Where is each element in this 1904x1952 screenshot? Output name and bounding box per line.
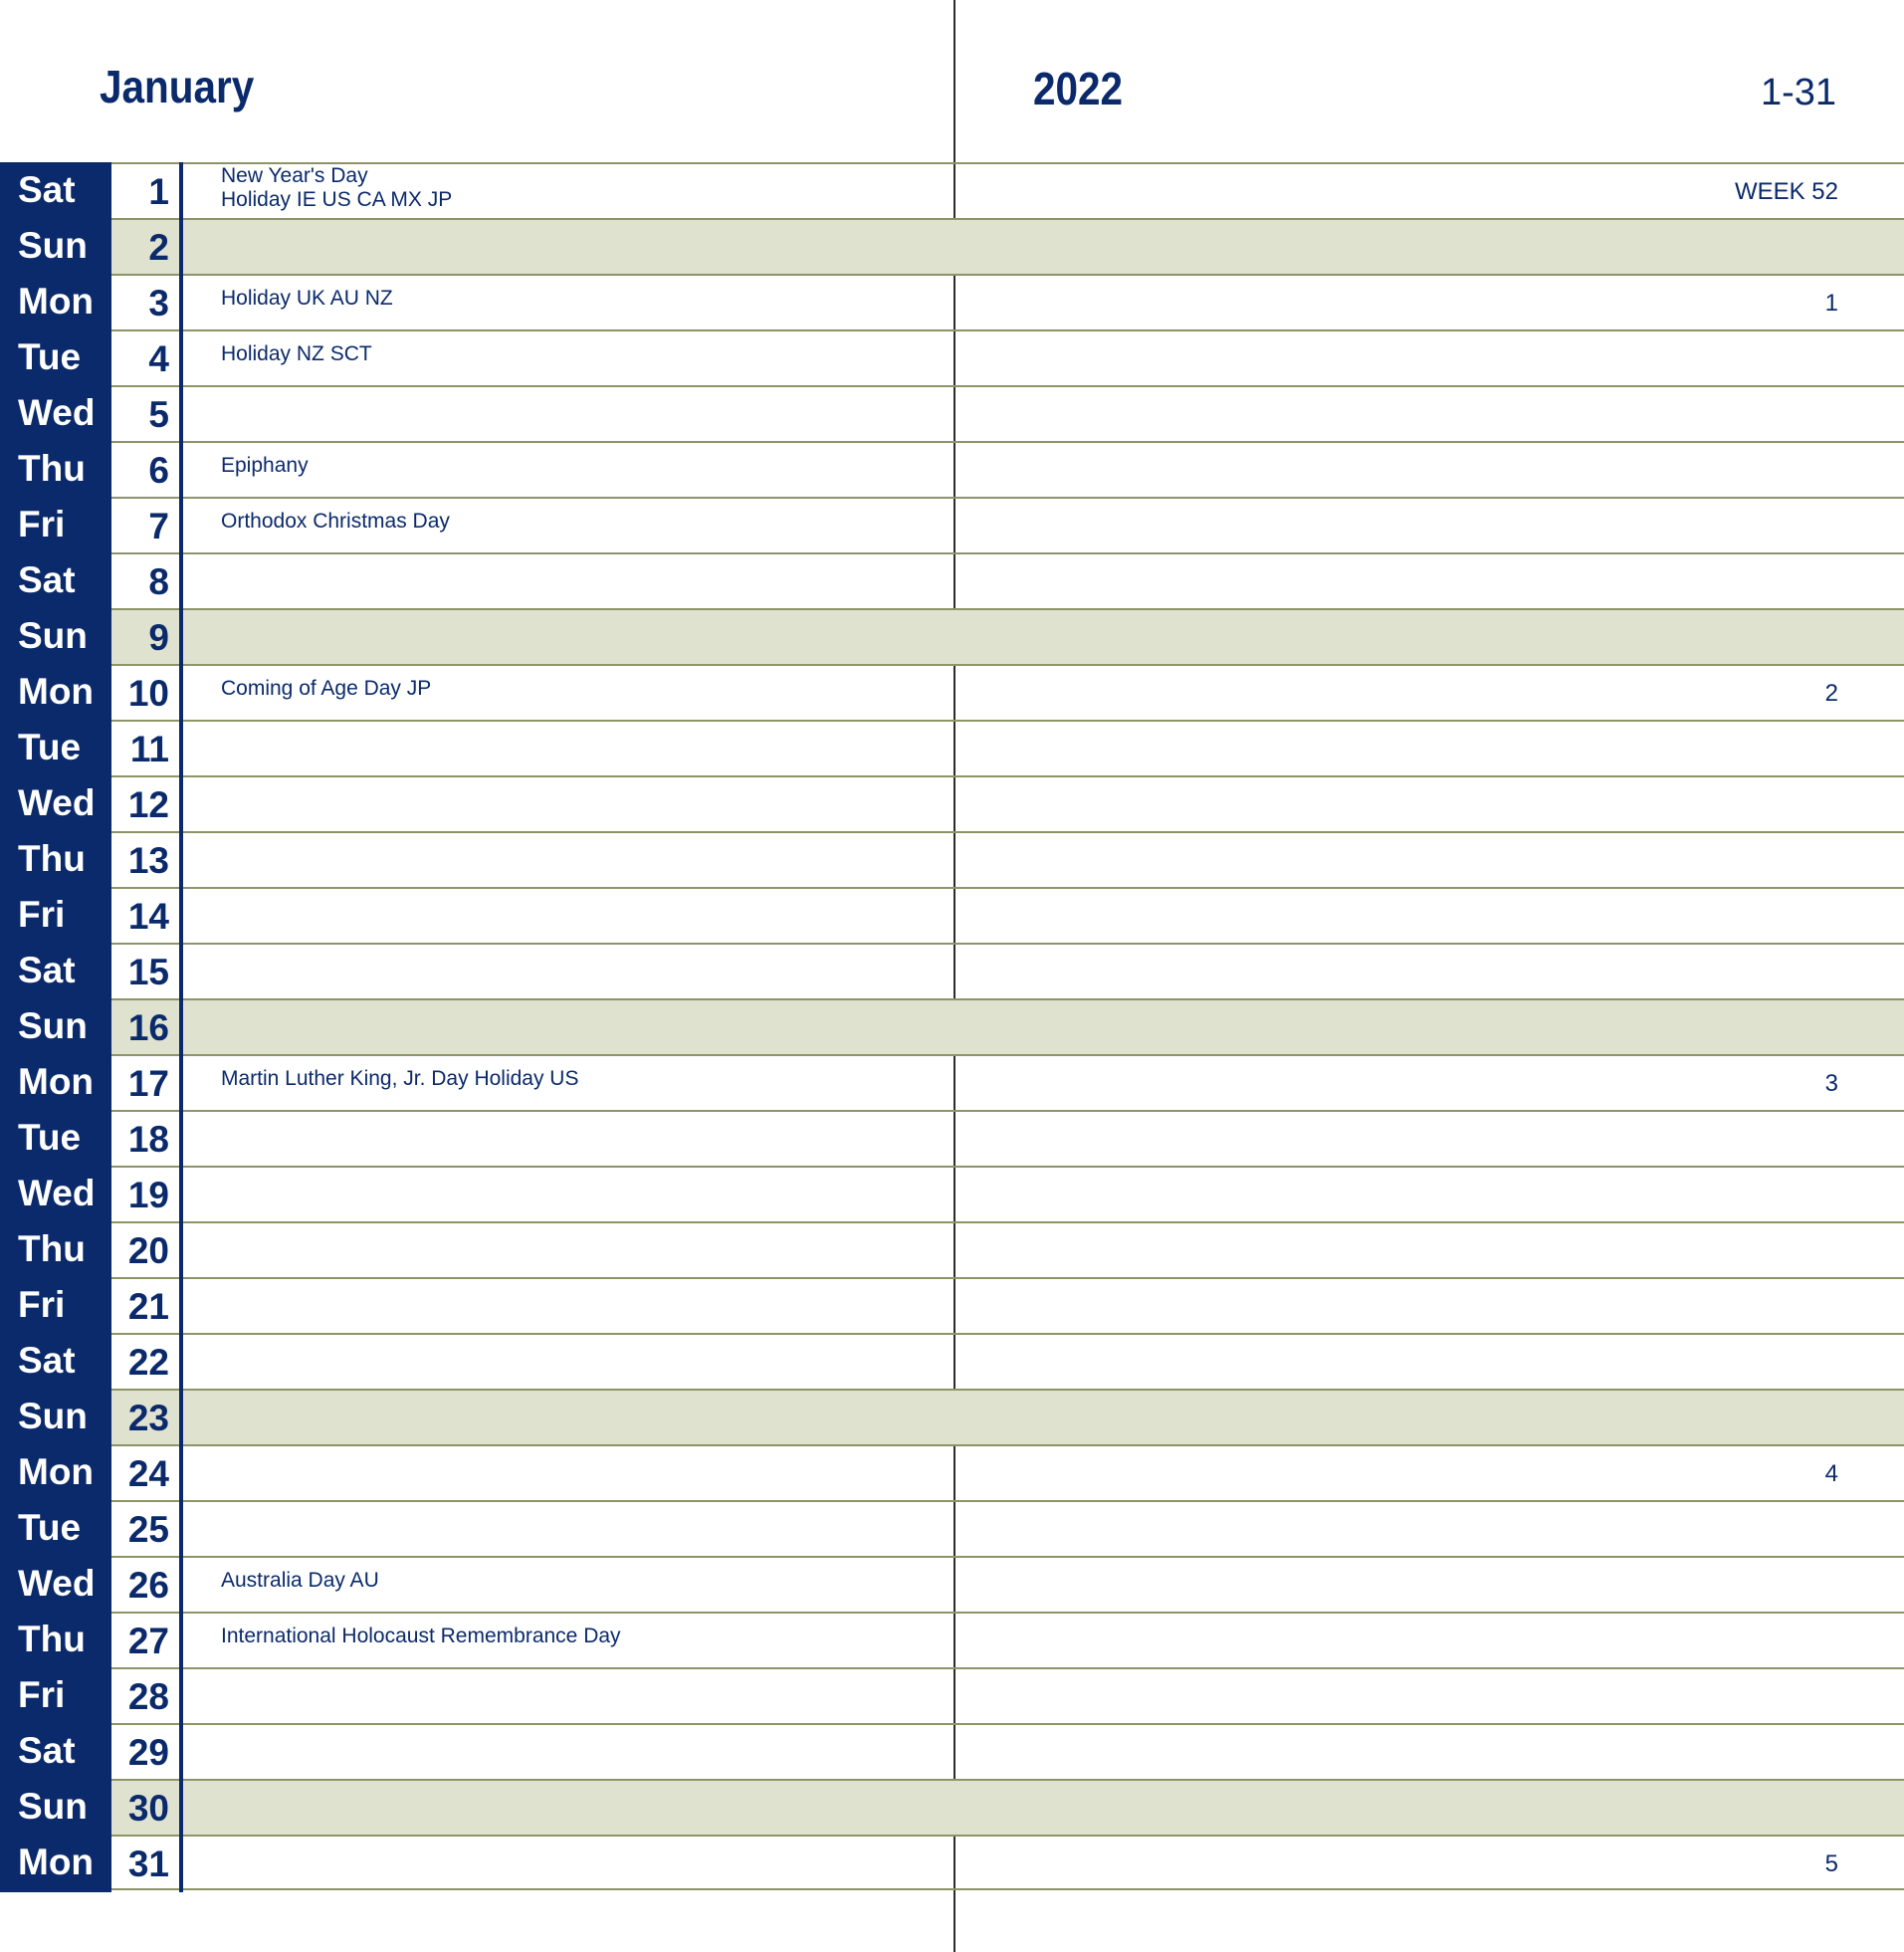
month-title: January bbox=[100, 61, 255, 112]
date-number: 5 bbox=[148, 394, 169, 435]
weekday-label: Sun bbox=[0, 1779, 111, 1837]
date-divider bbox=[179, 1221, 183, 1279]
date-divider bbox=[179, 1333, 183, 1391]
date-divider bbox=[179, 218, 183, 276]
date-number: 28 bbox=[127, 1676, 169, 1717]
date-divider bbox=[179, 441, 183, 499]
date-divider bbox=[179, 162, 183, 220]
date-number: 10 bbox=[127, 673, 169, 714]
weekday-label: Mon bbox=[0, 1444, 111, 1502]
day-row[interactable] bbox=[0, 1556, 1904, 1612]
date-number: 19 bbox=[127, 1175, 169, 1215]
day-row[interactable] bbox=[0, 1277, 1904, 1333]
day-row[interactable] bbox=[0, 218, 1904, 274]
date-number: 26 bbox=[127, 1565, 169, 1606]
date-number: 22 bbox=[127, 1342, 169, 1383]
event-line: Coming of Age Day JP bbox=[221, 677, 432, 700]
date-divider bbox=[179, 552, 183, 610]
day-row[interactable] bbox=[0, 497, 1904, 552]
day-row[interactable] bbox=[0, 831, 1904, 887]
date-number: 2 bbox=[148, 227, 169, 268]
weekday-label: Mon bbox=[0, 664, 111, 722]
day-row[interactable] bbox=[0, 441, 1904, 497]
day-row[interactable] bbox=[0, 1221, 1904, 1277]
day-row[interactable] bbox=[0, 274, 1904, 329]
week-number: 5 bbox=[1824, 1850, 1838, 1877]
weekday-label: Thu bbox=[0, 831, 111, 889]
date-number: 6 bbox=[148, 450, 169, 491]
day-row[interactable] bbox=[0, 1054, 1904, 1110]
day-row[interactable] bbox=[0, 329, 1904, 385]
date-number: 29 bbox=[127, 1732, 169, 1773]
date-number: 7 bbox=[148, 506, 169, 546]
day-row[interactable] bbox=[0, 608, 1904, 664]
weekday-label: Tue bbox=[0, 720, 111, 777]
weekday-label: Tue bbox=[0, 329, 111, 387]
weekday-label: Fri bbox=[0, 497, 111, 554]
week-number: 3 bbox=[1824, 1070, 1838, 1097]
weekday-label: Sat bbox=[0, 1333, 111, 1391]
date-divider bbox=[179, 943, 183, 1000]
date-number: 14 bbox=[127, 896, 169, 937]
event-line: New Year's Day bbox=[221, 164, 368, 187]
date-number: 16 bbox=[127, 1007, 169, 1048]
weekday-label: Sun bbox=[0, 218, 111, 276]
day-row[interactable] bbox=[0, 998, 1904, 1054]
weekday-label: Fri bbox=[0, 887, 111, 945]
day-row[interactable] bbox=[0, 1444, 1904, 1500]
weekday-label: Sun bbox=[0, 1389, 111, 1446]
week-number: 1 bbox=[1824, 290, 1838, 317]
date-divider bbox=[179, 329, 183, 387]
day-row[interactable] bbox=[0, 1333, 1904, 1389]
event-line: Holiday NZ SCT bbox=[221, 342, 372, 365]
weekday-label: Mon bbox=[0, 1835, 111, 1892]
weekday-label: Sat bbox=[0, 552, 111, 610]
date-divider bbox=[179, 831, 183, 889]
day-row[interactable] bbox=[0, 385, 1904, 441]
date-divider bbox=[179, 1779, 183, 1837]
date-divider bbox=[179, 274, 183, 331]
date-number: 9 bbox=[148, 617, 169, 658]
date-number: 24 bbox=[127, 1453, 169, 1494]
weekday-label: Tue bbox=[0, 1500, 111, 1558]
event-note bbox=[221, 287, 393, 311]
day-row[interactable] bbox=[0, 720, 1904, 775]
day-row[interactable] bbox=[0, 887, 1904, 943]
day-row[interactable] bbox=[0, 1779, 1904, 1835]
date-divider bbox=[179, 887, 183, 945]
day-row[interactable] bbox=[0, 664, 1904, 720]
event-note bbox=[221, 677, 431, 701]
date-divider bbox=[179, 1612, 183, 1669]
event-line: Orthodox Christmas Day bbox=[221, 510, 450, 533]
event-note bbox=[221, 342, 372, 366]
event-note bbox=[221, 1625, 621, 1648]
day-row[interactable] bbox=[0, 1110, 1904, 1166]
week-number: 2 bbox=[1824, 680, 1838, 707]
date-number: 21 bbox=[127, 1286, 169, 1327]
date-divider bbox=[179, 1444, 183, 1502]
event-line: International Holocaust Remembrance Day bbox=[221, 1625, 621, 1647]
weekday-label: Fri bbox=[0, 1277, 111, 1335]
date-divider bbox=[179, 385, 183, 443]
week-number: 4 bbox=[1824, 1460, 1838, 1487]
day-row[interactable] bbox=[0, 943, 1904, 998]
event-line: Holiday UK AU NZ bbox=[221, 287, 393, 310]
weekday-label: Wed bbox=[0, 385, 111, 443]
date-number: 8 bbox=[148, 561, 169, 602]
date-number: 23 bbox=[127, 1398, 169, 1438]
date-divider bbox=[179, 998, 183, 1056]
year-title: 2022 bbox=[1033, 63, 1124, 114]
date-divider bbox=[179, 1277, 183, 1335]
event-note bbox=[221, 454, 309, 478]
weekday-label: Mon bbox=[0, 274, 111, 331]
event-note bbox=[221, 1569, 379, 1593]
date-divider bbox=[179, 1556, 183, 1614]
date-number: 27 bbox=[127, 1621, 169, 1661]
day-row[interactable] bbox=[0, 775, 1904, 831]
weekday-label: Wed bbox=[0, 1556, 111, 1614]
day-row[interactable] bbox=[0, 1723, 1904, 1779]
date-divider bbox=[179, 1166, 183, 1223]
date-divider bbox=[179, 1500, 183, 1558]
date-divider bbox=[179, 1723, 183, 1781]
day-row[interactable] bbox=[0, 1389, 1904, 1444]
date-divider bbox=[179, 664, 183, 722]
weekday-label: Thu bbox=[0, 1612, 111, 1669]
date-number: 17 bbox=[127, 1063, 169, 1104]
date-number: 18 bbox=[127, 1119, 169, 1160]
date-divider bbox=[179, 720, 183, 777]
day-grid bbox=[0, 162, 1904, 1890]
date-number: 20 bbox=[127, 1230, 169, 1271]
date-number: 12 bbox=[127, 784, 169, 825]
date-number: 4 bbox=[148, 338, 169, 379]
weekday-label: Wed bbox=[0, 1166, 111, 1223]
event-note bbox=[221, 164, 452, 212]
week-number: WEEK 52 bbox=[1734, 178, 1838, 205]
date-range: 1-31 bbox=[1760, 72, 1836, 113]
date-divider bbox=[179, 1835, 183, 1892]
event-line: Martin Luther King, Jr. Day Holiday US bbox=[221, 1067, 579, 1090]
date-divider bbox=[179, 1389, 183, 1446]
weekday-label: Sat bbox=[0, 1723, 111, 1781]
weekday-label: Wed bbox=[0, 775, 111, 833]
event-line: Epiphany bbox=[221, 454, 309, 477]
weekday-label: Sat bbox=[0, 943, 111, 1000]
event-note bbox=[221, 510, 450, 534]
date-number: 30 bbox=[127, 1788, 169, 1829]
day-row[interactable] bbox=[0, 1500, 1904, 1556]
date-number: 1 bbox=[148, 171, 169, 212]
date-number: 31 bbox=[127, 1844, 169, 1884]
event-line: Australia Day AU bbox=[221, 1569, 379, 1592]
weekday-label: Thu bbox=[0, 1221, 111, 1279]
day-row[interactable] bbox=[0, 1166, 1904, 1221]
date-number: 3 bbox=[148, 283, 169, 324]
weekday-label: Sun bbox=[0, 998, 111, 1056]
date-number: 13 bbox=[127, 840, 169, 881]
weekday-label: Mon bbox=[0, 1054, 111, 1112]
day-row[interactable] bbox=[0, 1667, 1904, 1723]
date-number: 25 bbox=[127, 1509, 169, 1550]
event-note bbox=[221, 1067, 578, 1091]
weekday-label: Sun bbox=[0, 608, 111, 666]
date-number: 15 bbox=[127, 952, 169, 992]
weekday-label: Sat bbox=[0, 162, 111, 220]
day-row[interactable] bbox=[0, 162, 1904, 218]
weekday-label: Fri bbox=[0, 1667, 111, 1725]
date-divider bbox=[179, 775, 183, 833]
weekday-label: Thu bbox=[0, 441, 111, 499]
date-divider bbox=[179, 1110, 183, 1168]
weekday-label: Tue bbox=[0, 1110, 111, 1168]
event-line: Holiday IE US CA MX JP bbox=[221, 188, 453, 211]
date-divider bbox=[179, 1054, 183, 1112]
date-number: 11 bbox=[129, 729, 169, 769]
day-row[interactable] bbox=[0, 1612, 1904, 1667]
date-divider bbox=[179, 497, 183, 554]
day-row[interactable] bbox=[0, 1835, 1904, 1890]
date-divider bbox=[179, 608, 183, 666]
day-row[interactable] bbox=[0, 552, 1904, 608]
date-divider bbox=[179, 1667, 183, 1725]
